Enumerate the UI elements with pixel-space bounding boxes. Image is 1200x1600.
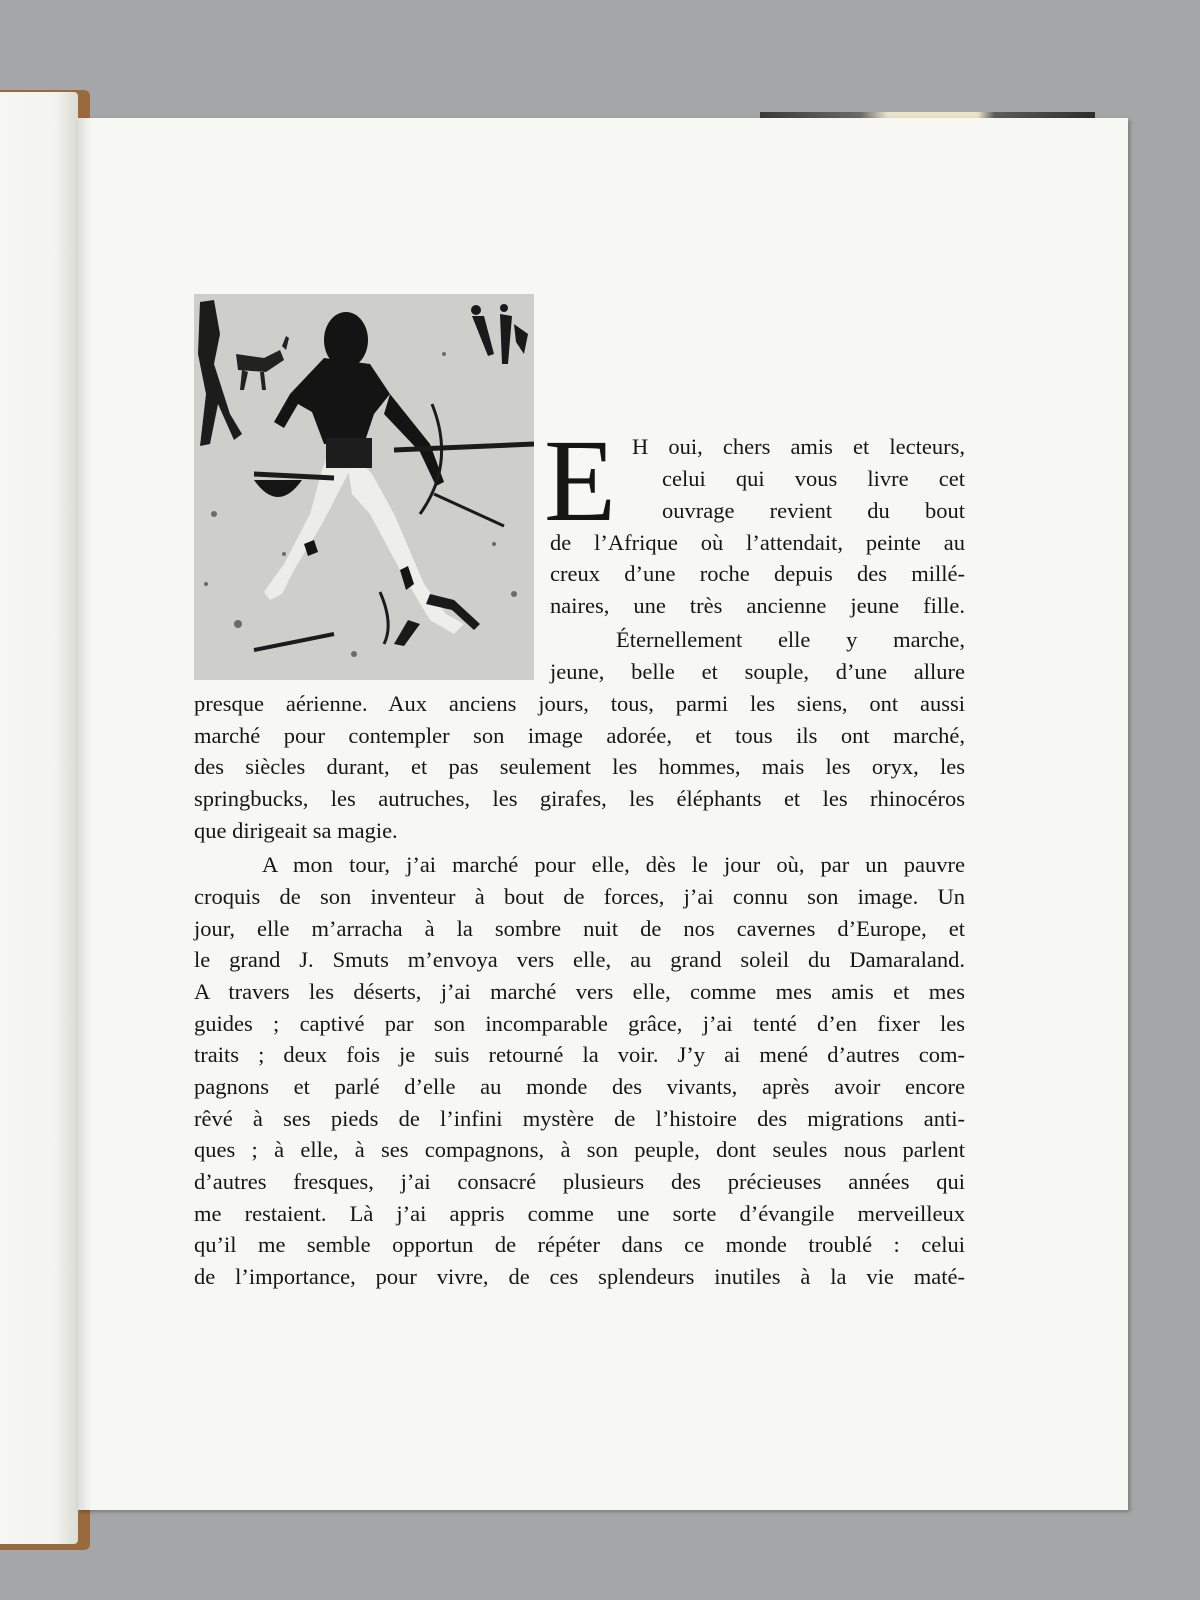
text-line: croquis de son inventeur à bout de forces, j’ai connu son image. Un (194, 884, 965, 909)
text-line: d’autres fresques, j’ai consacré plusieurs des précieuses années qui (194, 1169, 965, 1194)
left-page (0, 92, 78, 1544)
drop-cap: E (544, 415, 617, 546)
text-line: A mon tour, j’ai marché pour elle, dès le jour où, par un pauvre (262, 852, 965, 877)
text-line: A travers les déserts, j’ai marché vers elle, comme mes amis et mes (194, 979, 965, 1004)
text-line: que dirigeait sa magie. (194, 818, 398, 843)
text-line: jour, elle m’arracha à la sombre nuit de nos cavernes d’Europe, et (194, 916, 965, 941)
text-line: pagnons et parlé d’elle au monde des vivants, après avoir encore (194, 1074, 965, 1099)
text-line: guides ; captivé par son incomparable grâce, j’ai tenté d’en fixer les (194, 1011, 965, 1036)
text-line: naires, une très ancienne jeune fille. (550, 593, 965, 618)
text-line: creux d’une roche depuis des millé- (550, 561, 965, 586)
gutter-shadow (78, 118, 92, 1510)
text-line: des siècles durant, et pas seulement les hommes, mais les oryx, les (194, 754, 965, 779)
text-line: Éternellement elle y marche, (616, 627, 965, 652)
text-line: de l’Afrique où l’attendait, peinte au (550, 530, 965, 555)
text-line: presque aérienne. Aux anciens jours, tous, parmi les siens, ont aussi (194, 691, 965, 716)
rock-painting-illustration (194, 294, 534, 680)
text-line: H oui, chers amis et lecteurs, (632, 434, 965, 459)
text-line: rêvé à ses pieds de l’infini mystère de l’histoire des migrations anti- (194, 1106, 965, 1131)
text-line: le grand J. Smuts m’envoya vers elle, au grand soleil du Damaraland. (194, 947, 965, 972)
text-line: jeune, belle et souple, d’une allure (550, 659, 965, 684)
text-line: de l’importance, pour vivre, de ces splendeurs inutiles à la vie maté- (194, 1264, 965, 1289)
text-line: celui qui vous livre cet (662, 466, 965, 491)
text-line: ouvrage revient du bout (662, 498, 965, 523)
text-line: ques ; à elle, à ses compagnons, à son peuple, dont seules nous parlent (194, 1137, 965, 1162)
text-line: qu’il me semble opportun de répéter dans ce monde troublé : celui (194, 1232, 965, 1257)
text-line: marché pour contempler son image adorée, et tous ils ont marché, (194, 723, 965, 748)
text-line: springbucks, les autruches, les girafes, les éléphants et les rhinocéros (194, 786, 965, 811)
text-line: traits ; deux fois je suis retourné la voir. J’y ai mené d’autres com- (194, 1042, 965, 1067)
text-line: me restaient. Là j’ai appris comme une sorte d’évangile merveilleux (194, 1201, 965, 1226)
